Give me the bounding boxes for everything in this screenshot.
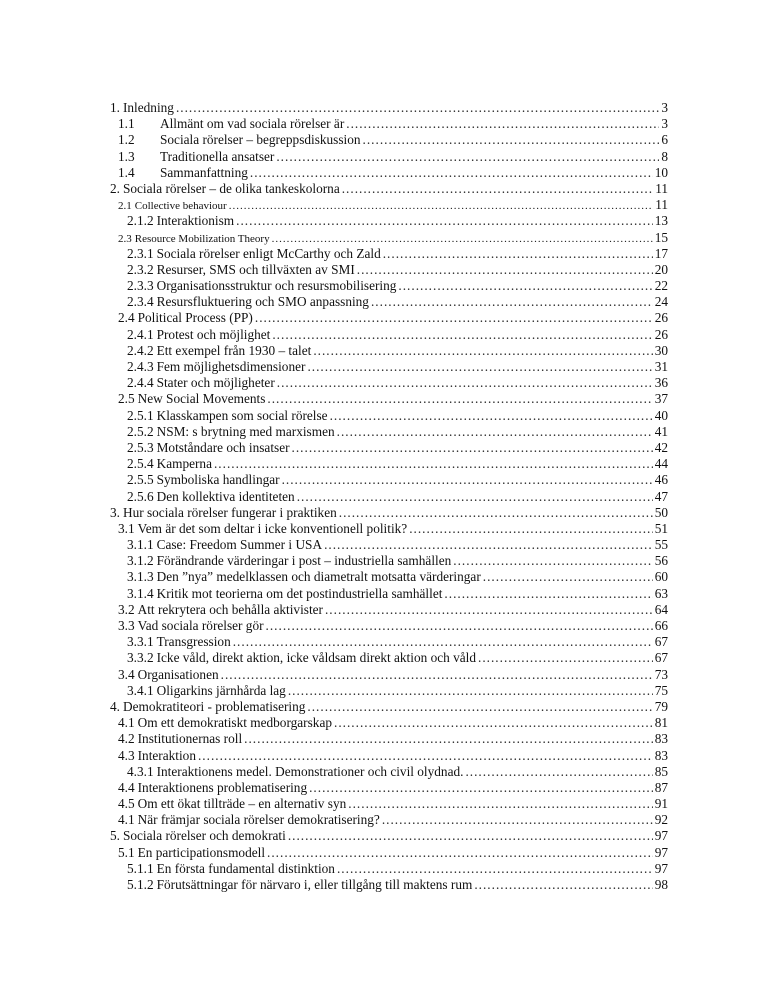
toc-entry-title: New Social Movements — [137, 391, 266, 407]
toc-entry-page: 81 — [654, 715, 668, 731]
toc-entry-page: 20 — [654, 261, 668, 277]
toc-entry-page: 64 — [654, 601, 668, 617]
dot-leader — [267, 391, 652, 407]
toc-entry-title: Ett exempel från 1930 – talet — [156, 342, 312, 358]
dot-leader — [277, 375, 653, 391]
toc-entry-page: 44 — [654, 456, 668, 472]
toc-entry-number: 2.1 — [118, 200, 132, 213]
toc-entry-page: 31 — [654, 359, 668, 374]
dot-leader — [198, 748, 653, 764]
toc-entry[interactable] — [110, 537, 668, 553]
toc-entry[interactable] — [110, 861, 668, 877]
toc-entry[interactable] — [110, 764, 668, 780]
toc-entry-number: 2.1.2 — [127, 213, 154, 229]
toc-entry[interactable] — [110, 845, 668, 861]
toc-entry-title: Symboliska handlingar — [156, 472, 280, 488]
toc-entry-page: 67 — [654, 650, 668, 666]
toc-entry-page: 6 — [661, 132, 668, 148]
dot-leader — [313, 343, 652, 359]
toc-entry-page: 26 — [654, 310, 668, 326]
toc-entry-number: 2.5.2 — [127, 423, 154, 439]
toc-entry-number: 4.3.1 — [127, 763, 154, 779]
toc-entry-title: En första fundamental distinktion — [156, 860, 335, 876]
dot-leader — [444, 586, 652, 602]
toc-entry[interactable] — [110, 132, 668, 148]
toc-entry[interactable] — [110, 748, 668, 764]
toc-entry-title: Transgression — [156, 634, 231, 650]
dot-leader — [255, 310, 653, 326]
toc-entry-number: 5.1 — [118, 844, 135, 860]
toc-entry-title: Interaktion — [137, 747, 196, 763]
toc-entry-title: Sociala rörelser och demokrati — [122, 828, 286, 844]
toc-entry[interactable] — [110, 100, 668, 116]
toc-entry-number: 2.3.1 — [127, 245, 154, 261]
toc-entry[interactable] — [110, 408, 668, 424]
toc-entry-page: 36 — [654, 375, 668, 391]
toc-entry[interactable] — [110, 828, 668, 844]
toc-entry-page: 47 — [654, 488, 668, 504]
dot-leader — [325, 602, 653, 618]
toc-entry-page: 13 — [654, 213, 668, 229]
toc-entry-number: 3.3 — [118, 618, 135, 633]
toc-entry[interactable] — [110, 634, 668, 650]
toc-entry[interactable] — [110, 181, 668, 197]
toc-entry[interactable] — [110, 472, 668, 488]
dot-leader — [214, 456, 653, 472]
dot-leader — [307, 699, 652, 715]
toc-entry-title: När främjar sociala rörelser demokratisering? — [137, 812, 380, 828]
toc-entry[interactable] — [110, 230, 668, 246]
dot-leader — [363, 132, 660, 148]
toc-entry-number: 2.5 — [118, 391, 135, 407]
toc-entry-title: Om ett ökat tillträde – en alternativ syn — [137, 796, 347, 812]
toc-entry-number: 4. — [110, 698, 120, 714]
toc-entry-title: Inledning — [122, 100, 174, 115]
toc-entry-title: Sociala rörelser enligt McCarthy och Zald — [156, 245, 381, 261]
dot-leader — [236, 213, 653, 229]
dot-leader — [276, 149, 659, 165]
toc-entry-title: Traditionella ansatser — [160, 148, 275, 164]
toc-entry-page: 41 — [654, 423, 668, 439]
dot-leader — [292, 440, 653, 456]
dot-leader — [371, 294, 653, 310]
toc-entry-number: 5.1.2 — [127, 877, 154, 892]
dot-leader — [342, 181, 653, 197]
toc-entry-number: 3.1.1 — [127, 537, 154, 553]
toc-entry[interactable] — [110, 602, 668, 618]
toc-entry-number: 5. — [110, 828, 120, 844]
toc-entry-title: Kamperna — [156, 456, 212, 472]
toc-entry-title: En participationsmodell — [137, 844, 266, 860]
toc-entry[interactable] — [110, 489, 668, 505]
toc-entry-title: Oligarkins järnhårda lag — [156, 682, 286, 698]
toc-entry-number: 2.3 — [118, 232, 132, 245]
toc-entry-title: Resursfluktuering och SMO anpassning — [156, 294, 369, 310]
dot-leader — [288, 828, 653, 844]
toc-entry-number: 3.1.4 — [127, 585, 154, 601]
toc-entry-number: 4.1 — [118, 715, 135, 731]
toc-entry-number: 3.1.2 — [127, 553, 154, 569]
dot-leader — [409, 521, 653, 537]
toc-entry-number: 2.5.5 — [127, 472, 154, 488]
toc-entry-number: 1. — [110, 100, 120, 115]
toc-entry-title: Protest och möjlighet — [156, 326, 271, 342]
toc-entry[interactable] — [110, 553, 668, 569]
toc-entry-page: 85 — [654, 763, 668, 779]
dot-leader — [233, 634, 653, 650]
toc-entry-page: 11 — [655, 180, 668, 196]
toc-entry-number: 3.1.3 — [127, 569, 154, 585]
toc-entry-title: Den kollektiva identiteten — [156, 488, 295, 504]
toc-entry-title: Förutsättningar för närvaro i, eller tillgång till maktens rum — [156, 877, 473, 892]
toc-entry-title: Stater och möjligheter — [156, 375, 275, 391]
toc-entry-page: 83 — [654, 731, 668, 747]
dot-leader — [309, 780, 653, 796]
toc-entry-number: 2.4.3 — [127, 359, 154, 374]
toc-entry-title: Institutionernas roll — [137, 731, 243, 747]
dot-leader — [229, 198, 653, 214]
toc-entry[interactable] — [110, 780, 668, 796]
toc-entry[interactable] — [110, 213, 668, 229]
dot-leader — [339, 505, 653, 521]
toc-entry[interactable] — [110, 667, 668, 683]
toc-entry-page: 51 — [654, 520, 668, 536]
toc-entry-number: 1.2 — [118, 132, 135, 148]
dot-leader — [324, 537, 653, 553]
toc-entry-page: 17 — [654, 245, 668, 261]
toc-entry[interactable] — [110, 505, 668, 521]
toc-entry-page: 56 — [654, 553, 668, 569]
toc-entry-page: 24 — [654, 294, 668, 310]
toc-entry[interactable] — [110, 391, 668, 407]
toc-entry[interactable] — [110, 294, 668, 310]
toc-entry-title: NSM: s brytning med marxismen — [156, 423, 335, 439]
dot-leader — [272, 327, 652, 343]
toc-entry-title: Resource Mobilization Theory — [134, 232, 270, 245]
toc-entry[interactable] — [110, 246, 668, 262]
dot-leader — [478, 650, 653, 666]
toc-entry-number: 4.3 — [118, 747, 135, 763]
toc-entry-number: 3.3.1 — [127, 634, 154, 650]
toc-entry[interactable] — [110, 650, 668, 666]
dot-leader — [330, 408, 653, 424]
toc-entry[interactable] — [110, 586, 668, 602]
toc-entry[interactable] — [110, 165, 668, 181]
toc-entry-title: Vad sociala rörelser gör — [137, 618, 264, 633]
toc-entry[interactable] — [110, 197, 668, 213]
dot-leader — [348, 796, 652, 812]
toc-entry[interactable] — [110, 424, 668, 440]
toc-entry-page: 67 — [654, 634, 668, 650]
toc-entry-number: 4.2 — [118, 731, 135, 747]
toc-entry[interactable] — [110, 359, 668, 375]
toc-entry-title: Sammanfattning — [160, 164, 248, 180]
toc-entry-page: 22 — [654, 278, 668, 294]
dot-leader — [282, 472, 653, 488]
toc-entry-number: 3.1 — [118, 520, 135, 536]
toc-entry-number: 2.5.4 — [127, 456, 154, 472]
dot-leader — [307, 359, 652, 375]
toc-entry-page: 37 — [654, 391, 668, 407]
toc-entry-page: 97 — [654, 844, 668, 860]
toc-entry-number: 4.4 — [118, 779, 135, 795]
toc-entry[interactable] — [110, 877, 668, 893]
toc-entry-title: Interaktionism — [156, 213, 235, 229]
dot-leader — [474, 877, 652, 893]
toc-entry-title: Sociala rörelser – begreppsdiskussion — [160, 132, 361, 148]
toc-entry-title: Organisationsstruktur och resursmobilisering — [156, 278, 397, 294]
toc-entry-number: 4.1 — [118, 812, 135, 828]
toc-entry-title: Att rekrytera och behålla aktivister — [137, 601, 323, 617]
toc-entry[interactable] — [110, 569, 668, 585]
toc-entry-page: 11 — [655, 197, 668, 213]
toc-entry-number: 2.4.2 — [127, 342, 154, 358]
toc-entry[interactable] — [110, 618, 668, 634]
dot-leader — [334, 715, 653, 731]
toc-entry[interactable] — [110, 278, 668, 294]
toc-entry-number: 2. — [110, 180, 120, 196]
toc-entry-title: Interaktionens medel. Demonstrationer och civil olydnad. — [156, 763, 464, 779]
toc-entry-page: 73 — [654, 666, 668, 682]
toc-entry[interactable] — [110, 310, 668, 326]
toc-entry[interactable] — [110, 456, 668, 472]
toc-entry-title: Case: Freedom Summer i USA — [156, 537, 323, 553]
toc-entry-title: Allmänt om vad sociala rörelser är — [160, 116, 345, 132]
dot-leader — [250, 165, 653, 181]
dot-leader — [221, 667, 653, 683]
dot-leader — [483, 569, 653, 585]
toc-entry-page: 15 — [654, 229, 668, 245]
toc-entry[interactable] — [110, 149, 668, 165]
toc-entry[interactable] — [110, 715, 668, 731]
toc-entry[interactable] — [110, 521, 668, 537]
toc-entry-title: Fem möjlighetsdimensioner — [156, 359, 306, 374]
dot-leader — [346, 116, 659, 132]
toc-entry-number: 2.5.6 — [127, 488, 154, 504]
toc-entry-number: 1.4 — [118, 164, 135, 180]
toc-entry-page: 87 — [654, 779, 668, 795]
dot-leader — [272, 231, 653, 247]
toc-entry-page: 50 — [654, 504, 668, 520]
table-of-contents — [110, 100, 668, 893]
toc-entry[interactable] — [110, 699, 668, 715]
toc-entry-page: 46 — [654, 472, 668, 488]
toc-entry[interactable] — [110, 343, 668, 359]
toc-entry[interactable] — [110, 731, 668, 747]
toc-entry-number: 3.2 — [118, 601, 135, 617]
toc-entry-page: 55 — [654, 537, 668, 553]
dot-leader — [244, 731, 653, 747]
toc-entry-title: Förändrande värderingar i post – industriella samhällen — [156, 553, 452, 569]
toc-entry-number: 1.1 — [118, 116, 135, 132]
toc-entry-number: 3.3.2 — [127, 650, 154, 666]
toc-entry[interactable] — [110, 440, 668, 456]
toc-entry[interactable] — [110, 796, 668, 812]
toc-entry-number: 3.4 — [118, 666, 135, 682]
dot-leader — [266, 618, 653, 634]
dot-leader — [357, 262, 653, 278]
dot-leader — [297, 489, 653, 505]
dot-leader — [398, 278, 652, 294]
toc-entry-page: 60 — [654, 569, 668, 585]
toc-entry-title: Hur sociala rörelser fungerar i praktiken — [122, 504, 337, 520]
toc-entry-number: 3. — [110, 504, 120, 520]
toc-entry-title: Sociala rörelser – de olika tankeskolorna — [122, 180, 340, 196]
toc-entry-page: 98 — [654, 877, 668, 892]
toc-entry[interactable] — [110, 327, 668, 343]
toc-entry-number: 2.4.1 — [127, 326, 154, 342]
toc-entry-number: 2.5.1 — [127, 407, 154, 423]
dot-leader — [383, 246, 653, 262]
toc-entry-page: 42 — [654, 439, 668, 455]
toc-entry-page: 66 — [654, 618, 668, 633]
toc-entry-number: 2.4.4 — [127, 375, 154, 391]
dot-leader — [382, 812, 653, 828]
toc-entry-title: Demokratiteori - problematisering — [122, 698, 306, 714]
toc-entry-page: 91 — [654, 796, 668, 812]
toc-entry-title: Motståndare och insatser — [156, 439, 290, 455]
toc-entry-number: 2.5.3 — [127, 439, 154, 455]
toc-entry-page: 10 — [654, 164, 668, 180]
dot-leader — [453, 553, 652, 569]
toc-entry-title: Political Process (PP) — [137, 310, 253, 326]
toc-entry-page: 63 — [654, 585, 668, 601]
toc-entry-page: 92 — [654, 812, 668, 828]
toc-entry-title: Resurser, SMS och tillväxten av SMI — [156, 261, 355, 277]
toc-entry-number: 1.3 — [118, 148, 135, 164]
toc-entry-title: Icke våld, direkt aktion, icke våldsam direkt aktion och våld — [156, 650, 476, 666]
toc-entry[interactable] — [110, 683, 668, 699]
dot-leader — [176, 100, 659, 116]
toc-entry-title: Klasskampen som social rörelse — [156, 407, 328, 423]
dot-leader — [267, 845, 653, 861]
dot-leader — [288, 683, 653, 699]
toc-entry-page: 8 — [661, 148, 668, 164]
toc-entry-page: 97 — [654, 860, 668, 876]
toc-entry-title: Vem är det som deltar i icke konventionell politik? — [137, 520, 408, 536]
dot-leader — [337, 424, 653, 440]
toc-entry[interactable] — [110, 375, 668, 391]
toc-entry-title: Den ”nya” medelklassen och diametralt motsatta värderingar — [156, 569, 481, 585]
toc-entry-page: 75 — [654, 682, 668, 698]
toc-entry-number: 2.3.2 — [127, 261, 154, 277]
toc-entry-title: Interaktionens problematisering — [137, 779, 308, 795]
toc-entry-number: 2.3.4 — [127, 294, 154, 310]
toc-entry[interactable] — [110, 116, 668, 132]
toc-entry-page: 3 — [661, 100, 668, 115]
toc-entry-page: 40 — [654, 407, 668, 423]
dot-leader — [337, 861, 653, 877]
toc-entry-title: Organisationen — [137, 666, 219, 682]
toc-entry-page: 26 — [654, 326, 668, 342]
toc-entry-page: 97 — [654, 828, 668, 844]
toc-entry-number: 4.5 — [118, 796, 135, 812]
toc-entry-page: 83 — [654, 747, 668, 763]
dot-leader — [465, 764, 652, 780]
toc-entry-number: 5.1.1 — [127, 860, 154, 876]
toc-entry-number: 3.4.1 — [127, 682, 154, 698]
toc-entry[interactable] — [110, 812, 668, 828]
toc-entry[interactable] — [110, 262, 668, 278]
toc-entry-page: 79 — [654, 698, 668, 714]
toc-entry-number: 2.3.3 — [127, 278, 154, 294]
toc-entry-title: Collective behaviour — [134, 200, 227, 213]
toc-entry-number: 2.4 — [118, 310, 135, 326]
toc-entry-page: 30 — [654, 342, 668, 358]
toc-entry-title: Om ett demokratiskt medborgarskap — [137, 715, 332, 731]
toc-entry-title: Kritik mot teorierna om det postindustriella samhället — [156, 585, 443, 601]
toc-entry-page: 3 — [661, 116, 668, 132]
